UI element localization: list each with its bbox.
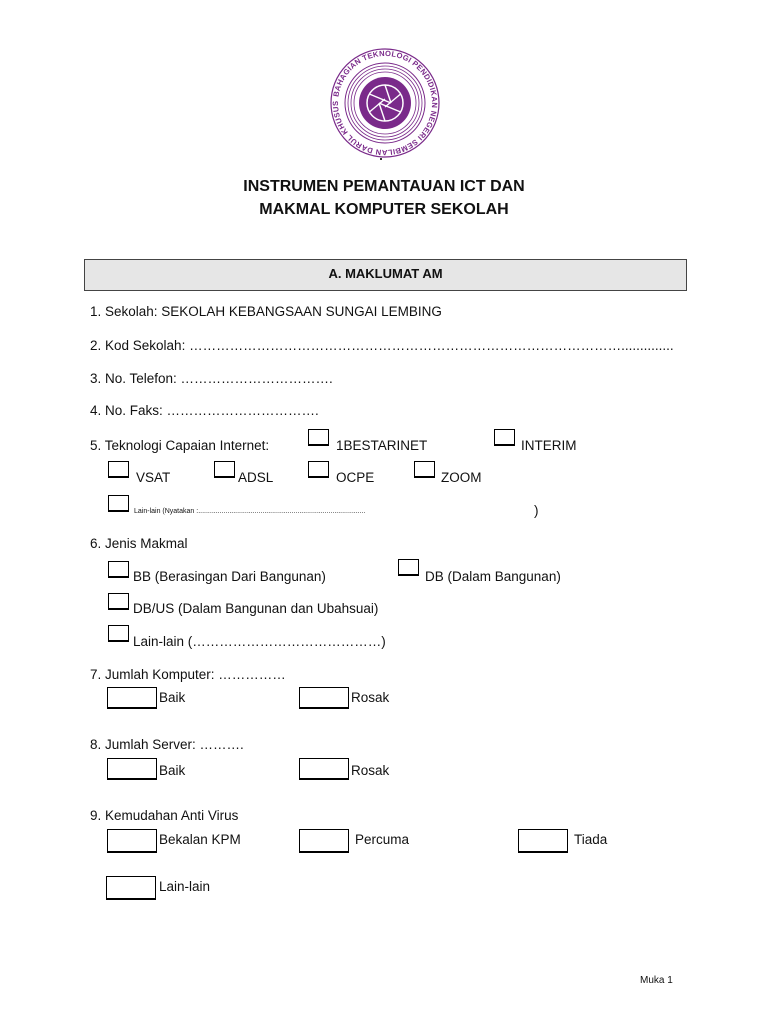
page-number: Muka 1 (640, 975, 673, 986)
school-logo (325, 46, 445, 160)
q7-label: 7. Jumlah Komputer: …………… (90, 667, 286, 682)
antivirus-none-field[interactable] (518, 829, 568, 853)
checkbox-dbus[interactable] (108, 593, 129, 610)
option-dbus: DB/US (Dalam Bangunan dan Ubahsuai) (133, 601, 379, 616)
checkbox-1bestarinet[interactable] (308, 429, 329, 446)
checkbox-ocpe[interactable] (308, 461, 329, 478)
computer-good-label: Baik (159, 690, 186, 705)
checkbox-db[interactable] (398, 559, 419, 576)
checkbox-bb[interactable] (108, 561, 129, 578)
q2-school-code: 2. Kod Sekolah: …………………………………………………………………………………….............. (90, 338, 674, 353)
option-zoom: ZOOM (441, 470, 482, 485)
q6-label: 6. Jenis Makmal (90, 536, 188, 551)
q3-telephone: 3. No. Telefon: ……………………………. (90, 371, 333, 386)
server-good-field[interactable] (107, 758, 157, 780)
q4-fax: 4. No. Faks: ……………………………. (90, 403, 319, 418)
option-db: DB (Dalam Bangunan) (425, 569, 561, 584)
checkbox-other-internet[interactable] (108, 495, 129, 512)
server-bad-field[interactable] (299, 758, 349, 780)
computer-good-field[interactable] (107, 687, 157, 709)
option-bb: BB (Berasingan Dari Bangunan) (133, 569, 326, 584)
antivirus-other-label: Lain-lain (159, 879, 211, 894)
antivirus-other-field[interactable] (106, 876, 156, 900)
logo-ring-text: BAHAGIAN TEKNOLOGI PENDIDIKAN NEGERI SEMBILAN DARUL KHUSUS (330, 48, 440, 158)
q9-label: 9. Kemudahan Anti Virus (90, 808, 239, 823)
checkbox-other-lab[interactable] (108, 625, 129, 642)
option-interim: INTERIM (521, 438, 577, 453)
document-title-line2: MAKMAL KOMPUTER SEKOLAH (259, 201, 509, 218)
antivirus-kpm-label: Bekalan KPM (159, 832, 241, 847)
option-ocpe: OCPE (336, 470, 375, 485)
antivirus-free-field[interactable] (299, 829, 349, 853)
antivirus-none-label: Tiada (574, 832, 608, 847)
option-vsat: VSAT (136, 470, 171, 485)
option-other-internet: Lain-lain (Nyatakan :...................................................................................... (134, 508, 366, 515)
option-adsl: ADSL (238, 470, 274, 485)
antivirus-free-label: Percuma (355, 832, 410, 847)
q1-school-name: 1. Sekolah: SEKOLAH KEBANGSAAN SUNGAI LEMBING (90, 304, 442, 319)
antivirus-kpm-field[interactable] (107, 829, 157, 853)
option-1bestarinet: 1BESTARINET (336, 438, 428, 453)
computer-bad-field[interactable] (299, 687, 349, 709)
checkbox-interim[interactable] (494, 429, 515, 446)
q5-label: 5. Teknologi Capaian Internet: (90, 438, 270, 453)
logo-dot (380, 158, 382, 160)
option-other-lab: Lain-lain (……………………………………) (133, 634, 386, 649)
checkbox-vsat[interactable] (108, 461, 129, 478)
checkbox-zoom[interactable] (414, 461, 435, 478)
document-title-line1: INSTRUMEN PEMANTAUAN ICT DAN (243, 178, 525, 195)
server-good-label: Baik (159, 763, 186, 778)
section-header: A. MAKLUMAT AM (84, 259, 687, 291)
other-internet-close: ) (534, 503, 539, 518)
q8-label: 8. Jumlah Server: ………. (90, 737, 244, 752)
server-bad-label: Rosak (351, 763, 390, 778)
checkbox-adsl[interactable] (214, 461, 235, 478)
computer-bad-label: Rosak (351, 690, 390, 705)
